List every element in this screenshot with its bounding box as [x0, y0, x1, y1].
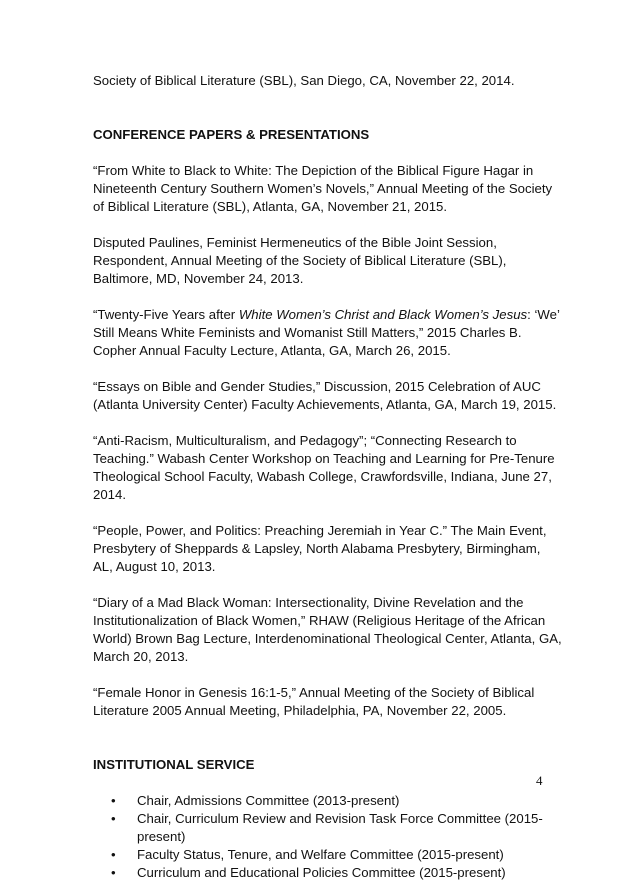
bullet-icon: •	[111, 793, 116, 808]
service-item-text: Curriculum and Educational Policies Committee (2015-present)	[137, 865, 506, 880]
conference-entry: “People, Power, and Politics: Preaching Jeremiah in Year C.” The Main Event, Presbytery of Sheppards & Lapsley, North Alabama Presbytery, Birmingham, AL, August 10, 2013.	[93, 523, 547, 574]
list-item	[111, 810, 563, 846]
service-item-text: Chair, Admissions Committee (2013-present)	[137, 793, 400, 808]
list-item	[111, 864, 563, 882]
bullet-icon: •	[111, 865, 116, 880]
conference-entry: “Female Honor in Genesis 16:1-5,” Annual Meeting of the Society of Biblical Literature 2005 Annual Meeting, Philadelphia, PA, November 22, 2005.	[93, 685, 535, 718]
conference-papers-heading: CONFERENCE PAPERS & PRESENTATIONS	[93, 127, 370, 142]
page-number: 4	[536, 773, 543, 788]
conference-entry: “Essays on Bible and Gender Studies,” Discussion, 2015 Celebration of AUC (Atlanta University Center) Faculty Achievements, Atlanta, GA, March 19, 2015.	[93, 379, 557, 412]
service-item-text: Faculty Status, Tenure, and Welfare Committee (2015-present)	[137, 847, 504, 862]
bullet-icon: •	[111, 847, 116, 862]
conference-entry: “From White to Black to White: The Depiction of the Biblical Figure Hagar in Nineteenth Century Southern Women’s Novels,” Annual Meeting of the Society of Biblical Literature (SBL), Atlanta, GA, November 21, 2015.	[93, 163, 553, 214]
conference-entry: “Anti-Racism, Multiculturalism, and Pedagogy”; “Connecting Research to Teaching.” Wabash Center Workshop on Teaching and Learning for Pre-Tenure Theological School Faculty, Wabash College, Crawfordsville, Indiana, June 27, 2014.	[93, 433, 555, 502]
document-page	[93, 72, 563, 882]
conference-entry	[93, 306, 563, 360]
list-item	[111, 792, 563, 810]
conference-entry: Disputed Paulines, Feminist Hermeneutics of the Bible Joint Session, Respondent, Annual Meeting of the Society of Biblical Literature (SBL), Baltimore, MD, November 24, 2013.	[93, 235, 507, 286]
conference-entry: “Diary of a Mad Black Woman: Intersectionality, Divine Revelation and the Institutionalization of Black Women,” RHAW (Religious Heritage of the African World) Brown Bag Lecture, Interdenominational Theological Center, Atlanta, GA, March 20, 2013.	[93, 595, 562, 664]
entry-text-tail: : ‘We’ Still Means White Feminists and Womanist Still Matters,” 2015 Charles B. Copher Annual Faculty Lecture, Atlanta, GA, March 26, 2015.	[93, 307, 560, 358]
service-list	[93, 792, 563, 882]
entry-text-lead: “Twenty-Five Years after	[93, 307, 239, 322]
list-item	[111, 846, 563, 864]
entry-book-title: White Women’s Christ and Black Women’s Jesus	[238, 307, 528, 322]
institutional-service-heading: INSTITUTIONAL SERVICE	[93, 757, 255, 772]
previous-citation: Society of Biblical Literature (SBL), San Diego, CA, November 22, 2014.	[93, 73, 515, 88]
service-item-text: Chair, Curriculum Review and Revision Task Force Committee (2015-present)	[137, 811, 543, 844]
bullet-icon: •	[111, 811, 116, 826]
